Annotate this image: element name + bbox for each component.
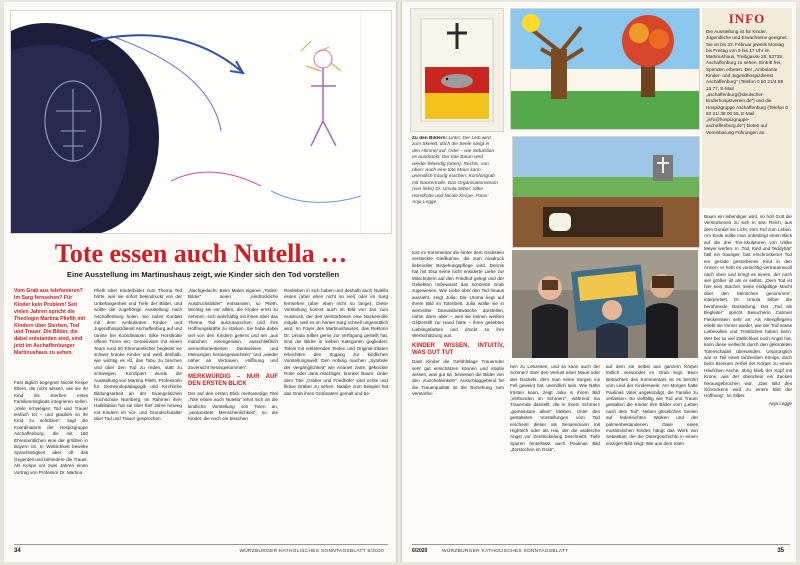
left-col2-text: Plieth über Kinderbilder zum Thema Tod hörte, war sie sofort beeindruckt von der Unbefangenheit und Tiefe der Bilder, und wollte die zugehörige Ausstellung nach Aschaffenburg holen. Sie nahm Kontakt mit dem Ambulanten Kinder- und Jugendhospizdienst Aschaffenburg auf und rannte bei Koordinatorin Silke Horstkotte offene Türen ein. Gemeinsam mit einem Team rund 50 Ehrenamtlicher begleitet sie schwer kranke Kinder und weiß deshalb, wie wichtig es ist, das Tabu zu brechen und über den Tod zu reden, statt zu schweigen. Konzipiert wurde die Ausstellung von Martina Plieth, Professorin für Gemeindepädagogik und Kirchliche Bildungsarbeit an der Evangelischen Hochschule Nürnberg. Im Rahmen ihrer Habilitation hat sie über fünf Jahre hinweg mit Kindern im Vor- und Grundschulalter über Tod und Trauer gesprochen. <box>94 288 182 422</box>
right-issue: 6/2020 <box>412 548 428 554</box>
article-subheadline: Eine Ausstellung im Martinushaus zeigt, wie Kinder sich den Tod vorstellen <box>66 270 340 279</box>
right-col1-text: tont im Kommentar die hinter dem Grabstein versteckte Gießkanne, die zum Ausdruck liebevoller Beziehungspflege wird. Dennis hat mit Elsa seine nicht erwiderte Liebe zur Mitschülerin auf den Friedhof gelegt und der Geliebten unbewusst das schönste Grab zugewiesen. Wie Liebe über den Tod hinaus aussieht, zeigt Julia: Die Uroma liegt auf ihrem Bild im Totenbett. Julia wollte sie in wertvoller Damastbettwäsche darstellen, nahm dann aber – weil sie keinen weißen Glitzerstift zur Hand hatte – ihren geliebten Lieblingsfarben und drückt so ihre Wertschätzung aus. <box>412 250 504 339</box>
section-subhead-merkwuerdig: MERKWÜRDIG – NUR AUF DEN ERSTEN BLICK <box>188 374 278 388</box>
caption-text: Links: Der Leib wird zum Skelett, doch die Seele steigt in den Himmel auf. Oder – wie Sebastian es ausdrückt: Der tote Baum wird wieder lebendig (oben). Rechts, von oben: Auch eine tote Maus kann unendlich traurig machen. Komfortgrab mit Nackenrolle. Das Organisationsteam (von links) Dr. Ursula Silber, Silke Horstkotte und Nicole Kespe. Fotos: Anja Legge <box>412 136 498 206</box>
info-title: INFO <box>728 11 766 26</box>
drawing-art <box>411 9 503 131</box>
photo-art <box>512 250 698 358</box>
drawing-art <box>511 9 699 129</box>
right-footer-rule <box>412 544 790 545</box>
left-footer-title: WÜRZBURGER KATHOLISCHES SONNTAGSBLATT 6/2020 <box>239 549 384 554</box>
article-author: Anja Legge <box>768 400 792 406</box>
child-drawing-dead-mouse <box>410 8 504 132</box>
caption-title: Zu den Bildern: <box>412 136 448 141</box>
right-col3-text: auf dem sie selbst aus ganzem Körper tödlich verwundet im Grab liegt. Beim Betrachten des Kommentars ist es berührt vom Leid der Kinderseele: Am Morgen hatte Paulinas Vater angekündigt, die Familie zu verlassen. So vielfältig wie Tod und Trauer gestalten die Kinder ihre Bilder vom „Leben nach dem Tod“. Neben glücklichen Seelen auf federleichten Wolken und der palmenbestandenen Oase eines muslimischen Kindes hängt das Werk von Sebastian, der die Ostergeschichte in einem einzigen Bild zeigt: Wie aus dem toten <box>606 364 698 446</box>
right-text-column-3 <box>606 364 698 532</box>
right-text-column-4 <box>704 214 792 532</box>
right-page-number: 35 <box>777 548 784 554</box>
left-col3-text-b: Der auf den ersten Blick merkwürdige Titel „Tote essen auch Nutella“ lehnt sich an die kindliche Vorstellung von Toten an, „verdunstete Menschenlichkeit“, so die Kinder, die noch ein bisschen <box>188 390 278 422</box>
team-photo <box>512 250 698 358</box>
article-intro: Vom Grab aus telefonieren? Im Sarg fernsehen? Für Kinder kein Problem! Seit vielen Jahren spricht die Theologin Martina Pliefth mit Kindern über Sterben, Tod und Trauer. Die Bilder, die dabei entstanden sind, sind jetzt im Aschaffenburger Martinushaus zu sehen. <box>14 288 86 357</box>
article-headline: Tote essen auch Nutella … <box>54 239 348 268</box>
left-col1-text: Fast täglich begegnet Nicole Kespe Eltern, die nicht wissen, wie sie ihr Kind ins Sterben eines Familienmitglieds integrieren sollen. „Viele schweigen Tod und Trauer einfach tot – und glauben so ihr Kind zu schützen“, sagt die Koordinatorin der Hospizgruppe Aschaffenburg, die mit 160 Ehrenamtlichen eine der größten in Bayern ist. In Wirklichkeit bewirke Sprachlosigkeit aber oft das Gegenteil und behindere die Trauer. Als Kespe vor zwei Jahren einen Vortrag von Professor Dr. Martina <box>14 380 88 475</box>
child-drawing-comfort-grave <box>512 136 700 248</box>
right-col2-text: nen zu Lebzeiten, und so kann auch der Schmerz über den Verlust einer Maus oder des Dackels, dem man seine Sorgen ins Fell geweint hat, unendlich sein. Wie Nähe trösten kann, zeigt Julia in ihrem Bild „Verbunden im Schmerz“, während Ina Trauernde darstellt, die in ihrem Schmerz „gemeinsam allein“ bleiben. Unter den gestalteten Vorstellungen vom Tod erscheint dieser als Sensenmann mit Hightech oder als Hai, der die arabische Angst vor Zerstückelung beschreibt. Tiefe Spuren hinterlässt auch Paulinas Bild „Zerstochen im Grab“, <box>510 364 600 453</box>
left-col3-text-a: „Nachgedacht. Beim Malen eigener „Todes-Bilder“ seien „eindrückliche Ausdrucksbilder“ entstanden, so Plieth. Wichtig sei vor allem, die Kinder ernst zu nehmen, sich wahrhaftig mit ihnen über das Thema Tod auszutauschen und ihre Hoffnungskräfte zu stärken. Sie habe dabei viel von den Kindern gelernt und sei „aus manchen einengenden, ausschließlich vernunftorientierten Denkweisen und Meinungen herausgewachsen“ und „wieder näher an Vertrauen, Hoffnung und Zuversicht herangekommen“. <box>188 288 278 370</box>
right-text-column-2 <box>510 364 600 532</box>
image-caption <box>412 136 498 206</box>
left-col4-text: Restleben in sich haben und deshalb auch Nutella essen (aber eben nicht so viel) oder im Sarg fernsehen (aber eben nicht so lange). Diese Vorstellung kommt auch im Bild von Jan zum Ausdruck, der den Verstorbenen eine Nackenrolle mitgibt, weil es im harten Sarg schnell ungemütlich wird. Im Foyer des Martinushauses, das Rektorin Dr. Ursula Silber gerne zur Verfügung gestellt hat, sind die Bilder in sieben Kategorien gegliedert. Tafeln mit erklärenden Texten und Original-Zitaten erleichtern den Zugang zur kindlichen Vorstellungswelt. Den Anfang machen „Symbole der Vergänglichkeit“ wie Arianes zarte, geknickte Rose oder Jans mächtiger, kranker Baum. Unter dem Titel „Gräber und Friedhöfe“ sind echte und fiktive Gräber zu sehen. Natalie zum Beispiel hat das Grab ihres Großvaters gemalt und be- <box>284 288 388 396</box>
left-footer-rule <box>14 544 388 545</box>
right-text-column-1 <box>412 250 504 532</box>
left-page-number: 34 <box>14 548 21 554</box>
magazine-spread <box>4 2 796 562</box>
left-text-column-3 <box>188 288 278 528</box>
child-drawing-soul-skeleton <box>10 10 392 234</box>
right-col4-text: Baum ein lebendiger wird, so holt Gott die Verstorbenen zu sich in sein Reich, aus dem Dunkel ins Licht, vom Tod zum Leben. Am Ende sollte man unbedingt einen Blick auf die drei Ton-Skulpturen von Ulrike Meyer werfen. In „Tod, Kind und Teddybär“ hält ein trauriger, fast erschrockener Tod ein gerade gestorbenes Kind in den Armen; er hebt es vorsichtig-vertrauensvoll nach oben und bringt es einem, der noch viel größer ist als er selbst. „Dem Tod ist hier sein Stachel, seine endgültige Macht über den Menschen genommen“, interpretiert Dr. Ursula Silber die berührende Darstellung. Der „Tod als Begleiter“ spricht Besucherin Carmen Fleckenstein sehr an: Als Altenpflegerin erlebt sie immer wieder, wie der Tod etwas Liebevolles und Tröstliches haben kann. Wer bei so viel Zärtlichkeit noch Angst hat, kann diese vielleicht durch den geknoteten Totenschädel überwinden. Ursprünglich war er Teil eines tanzenden Königs, doch beim Brennen zerfiel der Körper zu einem Häufchen Asche; übrig blieb der Kopf mit Krone, aus der obendrein ein Zacken herausgebrochen war. „Das Bild des Schreckens wird zu einem Bild der Hoffnung“, so Silber. <box>704 214 792 399</box>
right-col1-text-b: Dass Kinder die Gefühlslage Trauernder sehr gut einschätzen können und intuitiv wissen, was gut tut, beweisen die Bilder von den „Kuschelwinkeln“. Ausschlaggebend für die Trauerqualität ist die Beziehung zum Verstorbe- <box>412 359 504 397</box>
drawing-art <box>513 137 699 247</box>
left-text-column-4 <box>284 288 388 528</box>
info-text: Die Ausstellung ist für Kinder, Jugendliche und Erwachsene geeignet. Sie ist bis 23. Februar jeweils Montag bis Freitag von 9 bis 17 Uhr im Martinushaus, Treibgasse 26, 63739 Aschaffenburg zu sehen. Eintritt frei, Spenden erbeten. Der „Ambulante Kinder- und Jugendhospizdienst Aschaffenburg“ (Telefon 0 60 21/4 59 16 77, E-Mail „aschaffenburg@deutscher-kinderhospizverein.de“) und die Hospizgruppe Aschaffenburg (Telefon 0 60 21/ 38 00 55, E-Mail „info@hospizgruppe-aschaffenburg.de“) bieten auf Vereinbarung Führungen an. <box>706 29 788 135</box>
left-text-column-1 <box>14 380 88 528</box>
child-drawing-tree <box>510 8 700 130</box>
section-subhead-kinder-wissen: KINDER WISSEN, INTUITIV, WAS GUT TUT <box>412 342 504 356</box>
info-box <box>702 8 792 208</box>
right-page <box>402 2 796 562</box>
left-text-column-2 <box>94 288 182 528</box>
drawing-art <box>11 11 391 233</box>
left-page <box>4 2 396 562</box>
right-footer-title: WÜRZBURGER KATHOLISCHES SONNTAGSBLATT <box>442 549 569 554</box>
